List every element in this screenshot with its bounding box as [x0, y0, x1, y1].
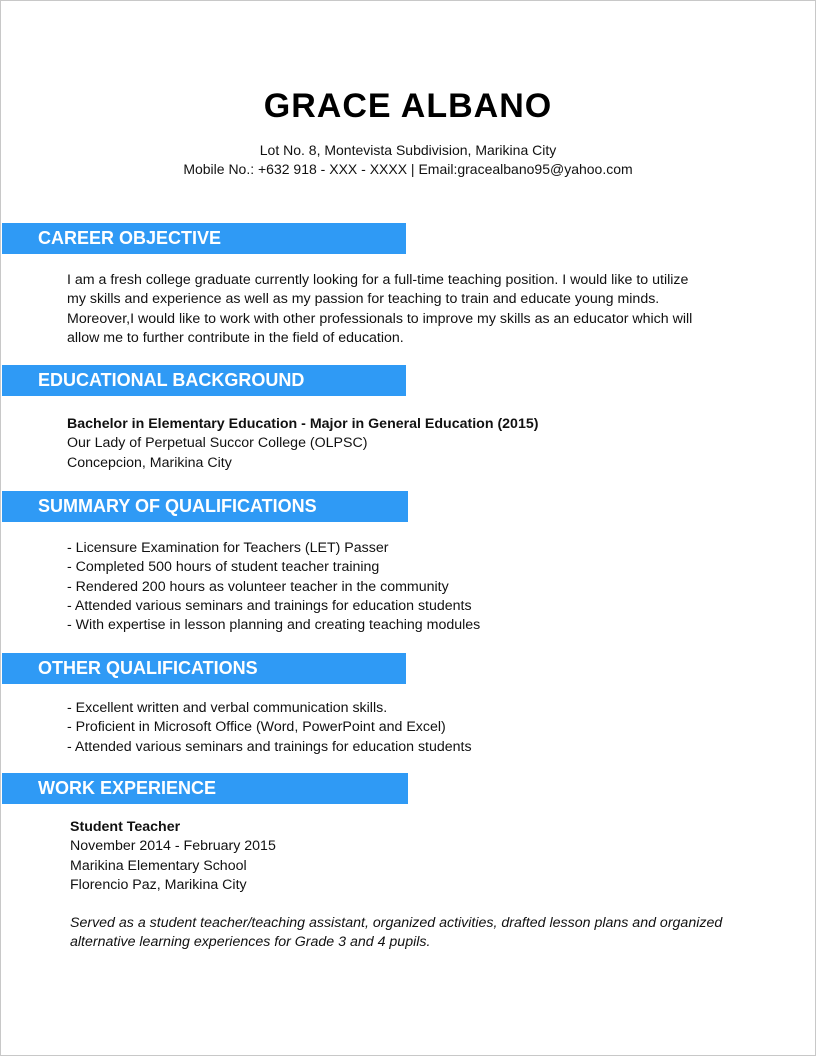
career-objective-text — [67, 271, 692, 348]
objective-line: my skills and experience as well as my passion for teaching to train and educate young minds. — [67, 291, 660, 308]
objective-line: Moreover,I would like to work with other professionals to improve my skills as an educator which will — [67, 310, 693, 327]
candidate-address: Lot No. 8, Montevista Subdivision, Marikina City — [259, 142, 557, 158]
work-dates: November 2014 - February 2015 — [70, 838, 276, 855]
work-description-line: Served as a student teacher/teaching assistant, organized activities, drafted lesson plans and organized — [70, 915, 723, 931]
list-item: - Completed 500 hours of student teacher training — [67, 559, 380, 576]
list-item: - Attended various seminars and trainings for education students — [67, 597, 472, 614]
summary-list — [67, 539, 480, 635]
education-school: Our Lady of Perpetual Succor College (OLPSC) — [67, 435, 368, 452]
work-employer: Marikina Elementary School — [70, 857, 247, 874]
other-block — [67, 699, 472, 757]
list-item: - Excellent written and verbal communication skills. — [67, 700, 388, 716]
candidate-name: GRACE ALBANO — [263, 87, 553, 125]
list-item: - Attended various seminars and trainings for education students — [67, 738, 472, 755]
other-list — [67, 699, 472, 757]
work-description-line: alternative learning experiences for Grade 3 and 4 pupils. — [70, 934, 431, 951]
candidate-contact: Mobile No.: +632 918 - XXX - XXXX | Email:gracealbano95@yahoo.com — [183, 161, 633, 177]
section-header-education: EDUCATIONAL BACKGROUND — [2, 365, 406, 396]
education-block — [67, 415, 538, 473]
section-header-other: OTHER QUALIFICATIONS — [2, 653, 406, 684]
work-location: Florencio Paz, Marikina City — [70, 876, 247, 893]
summary-block — [67, 539, 480, 635]
list-item: - Licensure Examination for Teachers (LET) Passer — [67, 540, 389, 556]
list-item: - Proficient in Microsoft Office (Word, PowerPoint and Excel) — [67, 719, 446, 736]
section-header-work: WORK EXPERIENCE — [2, 773, 408, 804]
work-block — [70, 818, 276, 895]
section-header-summary: SUMMARY OF QUALIFICATIONS — [2, 491, 408, 522]
list-item: - Rendered 200 hours as volunteer teacher in the community — [67, 578, 449, 595]
work-position: Student Teacher — [70, 819, 181, 835]
education-location: Concepcion, Marikina City — [67, 454, 232, 471]
section-header-career-objective: CAREER OBJECTIVE — [2, 223, 406, 254]
education-degree: Bachelor in Elementary Education - Major in General Education (2015) — [67, 416, 539, 432]
objective-line: I am a fresh college graduate currently looking for a full-time teaching position. I would like to utilize — [67, 272, 689, 288]
objective-line: allow me to further contribute in the field of education. — [67, 329, 404, 346]
work-description — [70, 914, 722, 953]
list-item: - With expertise in lesson planning and creating teaching modules — [67, 617, 481, 634]
